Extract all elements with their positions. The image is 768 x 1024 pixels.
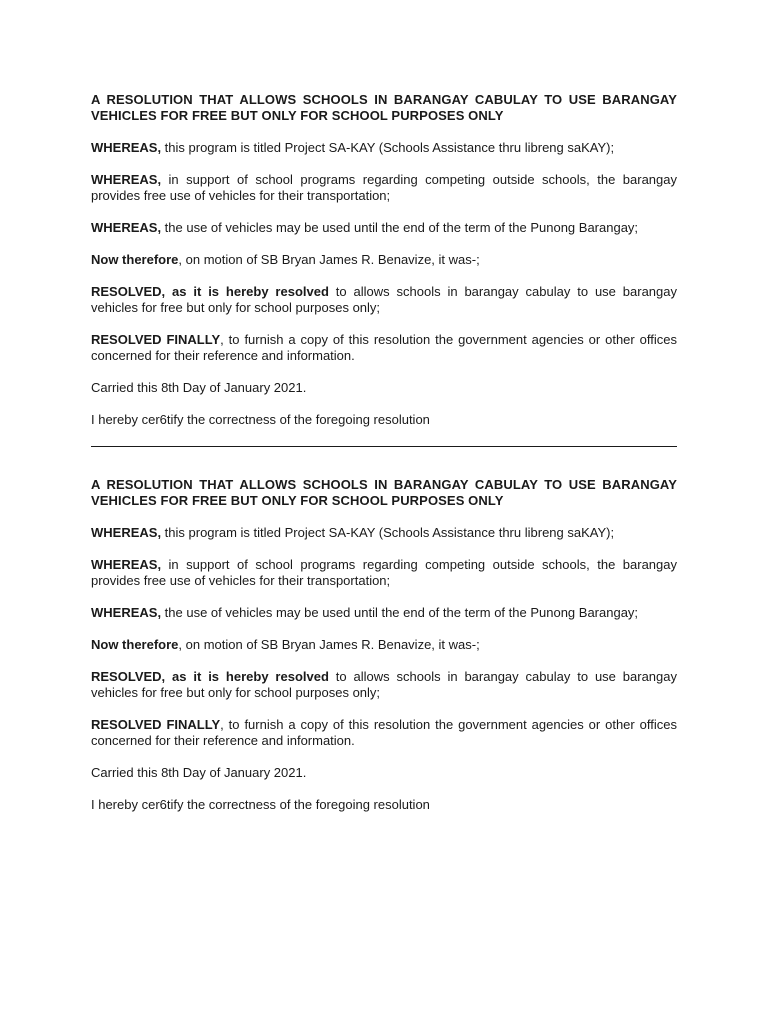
- clause-lead: RESOLVED, as it is hereby resolved: [91, 669, 329, 684]
- clause-text: in support of school programs regarding competing outside schools, the barangay provides free use of vehicles for their transportation;: [91, 172, 677, 203]
- clause-lead: RESOLVED, as it is hereby resolved: [91, 284, 329, 299]
- resolution-title: A RESOLUTION THAT ALLOWS SCHOOLS IN BARANGAY CABULAY TO USE BARANGAY VEHICLES FOR FREE BUT ONLY FOR SCHOOL PURPOSES ONLY: [91, 477, 677, 508]
- whereas-clause: [91, 140, 677, 156]
- clause-lead: RESOLVED FINALLY: [91, 717, 221, 732]
- clause-text: , on motion of SB Bryan James R. Benavize, it was-;: [178, 637, 480, 652]
- certification-line: I hereby cer6tify the correctness of the foregoing resolution: [91, 412, 430, 427]
- clause-text: the use of vehicles may be used until the end of the term of the Punong Barangay;: [161, 220, 639, 235]
- clause-text: to allows schools in barangay cabulay to use barangay vehicles for free but only for school purposes only;: [91, 284, 677, 315]
- resolution-block: [91, 477, 677, 813]
- certification-line: I hereby cer6tify the correctness of the foregoing resolution: [91, 797, 430, 812]
- clause-text: in support of school programs regarding competing outside schools, the barangay provides free use of vehicles for their transportation;: [91, 557, 677, 588]
- resolved-finally-clause: [91, 717, 677, 749]
- resolved-clause: [91, 284, 677, 316]
- document-page: [91, 92, 677, 813]
- now-therefore-clause: [91, 637, 677, 653]
- resolution-title: A RESOLUTION THAT ALLOWS SCHOOLS IN BARANGAY CABULAY TO USE BARANGAY VEHICLES FOR FREE BUT ONLY FOR SCHOOL PURPOSES ONLY: [91, 92, 677, 123]
- whereas-clause: [91, 220, 677, 236]
- clause-text: , to furnish a copy of this resolution the government agencies or other offices concerned for their reference and information.: [91, 717, 677, 748]
- clause-lead: WHEREAS,: [91, 172, 162, 187]
- resolved-clause: [91, 669, 677, 701]
- resolution-block: [91, 92, 677, 428]
- clause-lead: WHEREAS,: [91, 220, 162, 235]
- whereas-clause: [91, 172, 677, 204]
- clause-lead: WHEREAS,: [91, 605, 162, 620]
- now-therefore-clause: [91, 252, 677, 268]
- clause-text: , on motion of SB Bryan James R. Benavize, it was-;: [178, 252, 480, 267]
- carried-date: Carried this 8th Day of January 2021.: [91, 765, 307, 780]
- clause-text: this program is titled Project SA-KAY (Schools Assistance thru libreng saKAY);: [161, 140, 615, 155]
- horizontal-divider: [91, 446, 677, 447]
- clause-lead: WHEREAS,: [91, 140, 162, 155]
- whereas-clause: [91, 557, 677, 589]
- whereas-clause: [91, 605, 677, 621]
- clause-lead: Now therefore: [91, 252, 179, 267]
- clause-lead: Now therefore: [91, 637, 179, 652]
- resolved-finally-clause: [91, 332, 677, 364]
- clause-text: to allows schools in barangay cabulay to use barangay vehicles for free but only for school purposes only;: [91, 669, 677, 700]
- clause-lead: WHEREAS,: [91, 525, 162, 540]
- whereas-clause: [91, 525, 677, 541]
- clause-text: the use of vehicles may be used until the end of the term of the Punong Barangay;: [161, 605, 639, 620]
- clause-lead: RESOLVED FINALLY: [91, 332, 221, 347]
- carried-date: Carried this 8th Day of January 2021.: [91, 380, 307, 395]
- clause-text: this program is titled Project SA-KAY (Schools Assistance thru libreng saKAY);: [161, 525, 615, 540]
- clause-text: , to furnish a copy of this resolution the government agencies or other offices concerned for their reference and information.: [91, 332, 677, 363]
- clause-lead: WHEREAS,: [91, 557, 162, 572]
